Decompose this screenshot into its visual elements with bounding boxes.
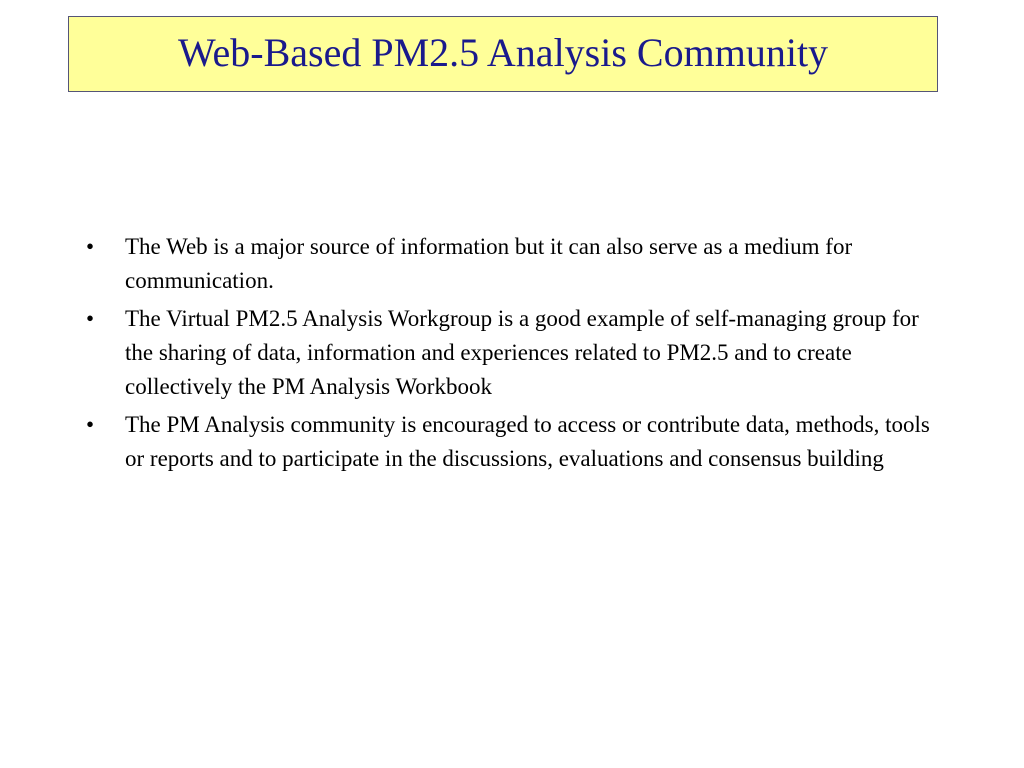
- title-box: [68, 16, 938, 92]
- bullet-list: [86, 230, 936, 480]
- bullet-icon: •: [86, 234, 95, 259]
- bullet-text: The Web is a major source of information but it can also serve as a medium for communication.: [125, 234, 853, 293]
- bullet-icon: •: [86, 306, 95, 331]
- bullet-text: The Virtual PM2.5 Analysis Workgroup is a good example of self-managing group for the sharing of data, information and experiences related to PM2.5 and to create collectively the PM Analysis Workbook: [125, 306, 919, 399]
- bullet-item: [86, 302, 936, 404]
- bullet-item: [86, 408, 936, 476]
- bullet-icon: •: [86, 412, 95, 437]
- bullet-text: The PM Analysis community is encouraged to access or contribute data, methods, tools or reports and to participate in the discussions, evaluations and consensus building: [125, 412, 930, 471]
- bullet-item: [86, 230, 936, 298]
- slide-title: Web-Based PM2.5 Analysis Community: [177, 29, 829, 75]
